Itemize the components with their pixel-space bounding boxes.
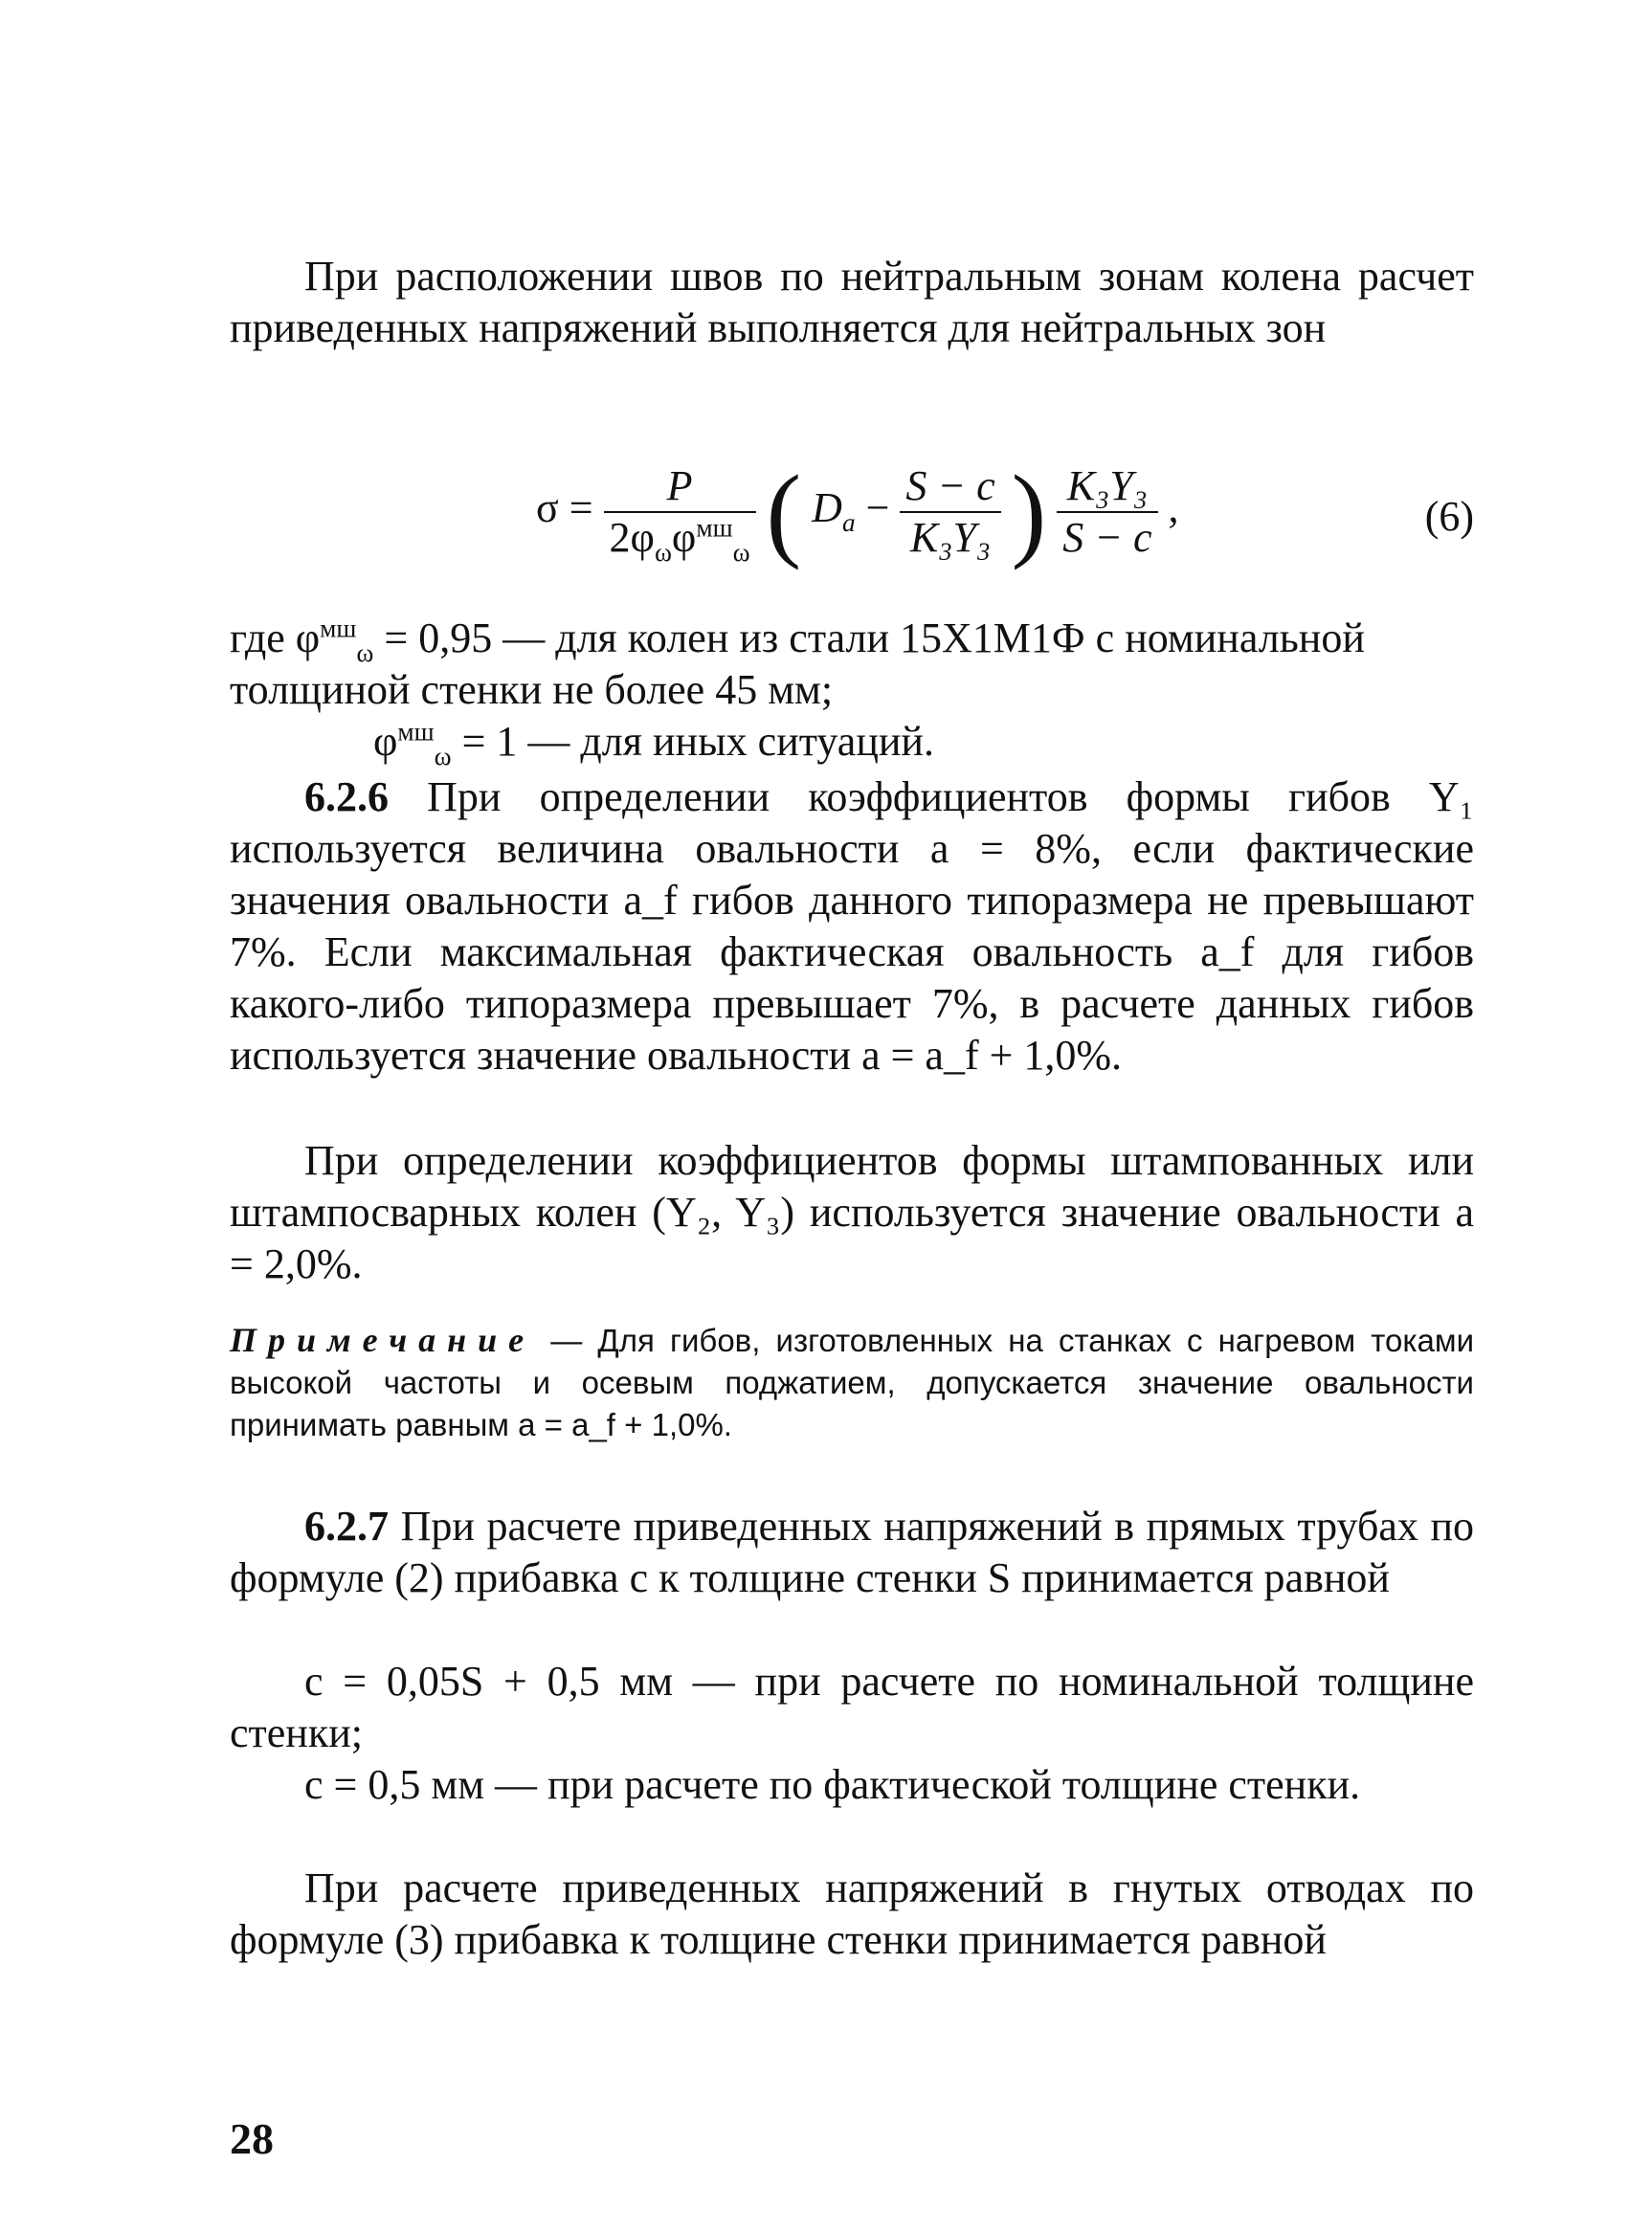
note-text: — Для гибов, изготовленных на станках с нагревом токами высокой частоты и осевым поджатием, допускается значение овальности принимать равным a = a_f + 1,0%. — [230, 1323, 1474, 1442]
formula-da: D — [812, 484, 842, 532]
formula-fraction-1 — [604, 461, 756, 567]
formula-p: P — [666, 462, 693, 509]
where-line-2: $\varphi^{мш}_\omega = 1$ — для иных ситуаций. — [373, 717, 934, 770]
stamped-bends-paragraph: При определении коэффициентов формы штампованных или штампосварных колен (Y₂, Y₃) используется значение овальности a = 2,0%. — [230, 1137, 1474, 1287]
note — [230, 1319, 1474, 1446]
page-number: 28 — [230, 2114, 274, 2163]
section-number: 6.2.7 — [304, 1503, 389, 1550]
section-6-2-7: 6.2.7 При расчете приведенных напряжений в прямых трубах по формуле (2) прибавка c к толщине стенки S принимается равной — [230, 1503, 1474, 1601]
formula-right-paren: ) — [1011, 454, 1047, 570]
formula-6: σ = $\frac{P}{2\varphi_\omega\varphi^{мш}_\omega}$ ( $D_a$ − $\frac{S - c}{\text{K₃Y₃}}$ ) $\frac{\text{K₃Y₃}}{S - c}$ , (6) — [536, 454, 1474, 570]
section-6-2-6: 6.2.6 При определении коэффициентов формы гибов Y₁ используется величина овальности a = 8%, если фактические значения овальности a_f гибов данного типоразмера не превышают 7%. Если максимальная фактическая овальность a_f для гибов какого-либо типоразмера превышает 7%, в расчете данных гибов используется значение овальности a = a_f + 1,0%. — [230, 773, 1474, 1079]
where-line-1: где $\varphi^{мш}_\omega = 0,95$ — для колен из стали 15Х1М1Ф с номинальной толщиной стенки не более 45 мм; — [230, 614, 1365, 713]
section-number: 6.2.6 — [304, 773, 389, 820]
formula-left-paren: ( — [766, 454, 802, 570]
formula-minus: − — [865, 484, 890, 532]
formula-fraction-2: $\frac{S - c}{\text{K₃Y₃}}$ — [900, 461, 1000, 563]
c-formula-actual: c = 0,5 мм — при расчете по фактической толщине стенки. — [304, 1761, 1361, 1808]
intro-paragraph: При расположении швов по нейтральным зонам колена расчет приведенных напряжений выполняется для нейтральных зон — [230, 253, 1474, 351]
equation-number: (6) — [1424, 493, 1474, 540]
c-formula-nominal: c = 0,05S + 0,5 мм — при расчете по номинальной толщине стенки; — [230, 1658, 1474, 1756]
note-label: Примечание — [230, 1321, 536, 1359]
formula-lhs: σ = — [536, 484, 593, 532]
bent-pipes-paragraph: При расчете приведенных напряжений в гнутых отводах по формуле (3) прибавка к толщине стенки принимается равной — [230, 1864, 1474, 1963]
where-block — [230, 613, 1474, 768]
formula-denominator: $2\varphi_\omega\varphi^{мш}_\omega$ — [609, 513, 750, 567]
formula-fraction-3: $\frac{\text{K₃Y₃}}{S - c}$ — [1057, 461, 1157, 563]
